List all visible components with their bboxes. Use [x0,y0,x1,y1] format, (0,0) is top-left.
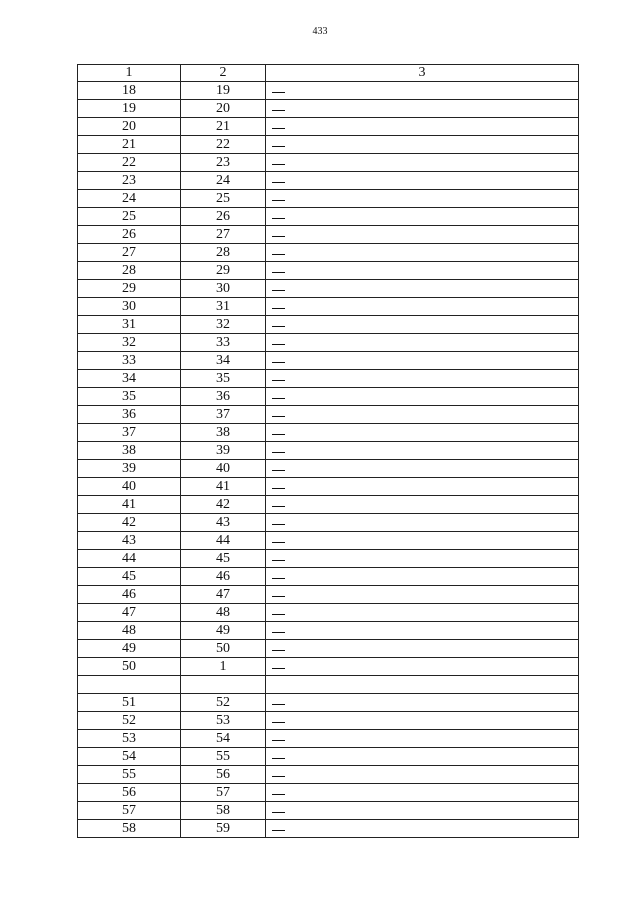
table-cell-col-3 [266,604,579,622]
table-cell-col-1: 34 [78,370,181,388]
table-cell-col-2: 59 [181,820,266,838]
table-row [78,568,579,586]
dash-mark [272,578,285,579]
page-number: 433 [312,26,328,37]
table-row [78,334,579,352]
table-cell-col-3 [266,514,579,532]
table-row [78,118,579,136]
table-cell-col-2: 35 [181,370,266,388]
table-cell-col-2: 53 [181,712,266,730]
table-cell-col-1: 27 [78,244,181,262]
table-row [78,784,579,802]
dash-mark [272,362,285,363]
table-cell-col-2: 32 [181,316,266,334]
table-cell-col-3 [266,712,579,730]
table-row [78,154,579,172]
table-cell-col-1: 29 [78,280,181,298]
dash-mark [272,524,285,525]
dash-mark [272,722,285,723]
table-cell-col-2: 54 [181,730,266,748]
table-cell-col-2: 47 [181,586,266,604]
table-cell-col-2: 30 [181,280,266,298]
table-cell-col-1: 49 [78,640,181,658]
table-cell-col-1: 52 [78,712,181,730]
table-cell-col-2: 41 [181,478,266,496]
table-cell-col-2: 44 [181,532,266,550]
table-row [78,478,579,496]
dash-mark [272,668,285,669]
table-cell-col-2: 38 [181,424,266,442]
table-cell-col-3 [266,154,579,172]
table-cell-col-3 [266,550,579,568]
table-cell-col-1: 24 [78,190,181,208]
table-cell-col-3 [266,766,579,784]
table-cell-col-2: 20 [181,100,266,118]
table-cell-col-1: 47 [78,604,181,622]
table-cell-col-1: 35 [78,388,181,406]
dash-mark [272,200,285,201]
dash-mark [272,110,285,111]
table-cell-col-2: 52 [181,694,266,712]
dash-mark [272,128,285,129]
table-cell-col-3 [266,784,579,802]
table-cell-col-1: 44 [78,550,181,568]
table-cell-col-2: 34 [181,352,266,370]
table-cell-col-2: 37 [181,406,266,424]
dash-mark [272,650,285,651]
dash-mark [272,794,285,795]
table-cell-col-3 [266,532,579,550]
table-cell-col-2: 39 [181,442,266,460]
table-row [78,460,579,478]
table-body [78,82,579,838]
dash-mark [272,614,285,615]
table-cell-col-2: 42 [181,496,266,514]
table-cell-col-3 [266,352,579,370]
table-cell-col-3 [266,496,579,514]
dash-mark [272,758,285,759]
dash-mark [272,470,285,471]
table-cell-col-2: 27 [181,226,266,244]
table-cell-col-2 [181,676,266,694]
table-cell-col-3 [266,694,579,712]
table-cell-col-1: 57 [78,802,181,820]
dash-mark [272,218,285,219]
table-cell-col-3 [266,388,579,406]
table-cell-col-2: 25 [181,190,266,208]
table-row [78,190,579,208]
table-row [78,820,579,838]
table-cell-col-3 [266,226,579,244]
table-cell-col-1: 36 [78,406,181,424]
table-cell-col-1: 50 [78,658,181,676]
dash-mark [272,236,285,237]
table-row [78,208,579,226]
table-row [78,352,579,370]
table-cell-col-1: 42 [78,514,181,532]
table-cell-col-2: 43 [181,514,266,532]
table-cell-col-3 [266,568,579,586]
table-cell-col-1: 19 [78,100,181,118]
table-cell-col-3 [266,334,579,352]
table-cell-col-3 [266,280,579,298]
table-cell-col-1: 22 [78,154,181,172]
table-cell-col-3 [266,802,579,820]
table-cell-col-1: 18 [78,82,181,100]
table-cell-col-3 [266,640,579,658]
dash-mark [272,146,285,147]
table-cell-col-2: 36 [181,388,266,406]
dash-mark [272,380,285,381]
dash-mark [272,542,285,543]
data-table [77,64,579,838]
table-row [78,640,579,658]
table-cell-col-3 [266,730,579,748]
table-cell-col-2: 21 [181,118,266,136]
table-cell-col-3 [266,748,579,766]
table-cell-col-1: 37 [78,424,181,442]
table-cell-col-1: 40 [78,478,181,496]
table-cell-col-3 [266,190,579,208]
table-row [78,370,579,388]
table-cell-col-1: 39 [78,460,181,478]
table-row [78,748,579,766]
table-row [78,766,579,784]
table-cell-col-3 [266,118,579,136]
column-header-1: 1 [78,65,181,82]
table-cell-col-2: 55 [181,748,266,766]
dash-mark [272,452,285,453]
table-cell-col-1: 32 [78,334,181,352]
table-row [78,586,579,604]
dash-mark [272,740,285,741]
table-cell-col-1 [78,676,181,694]
table-row [78,730,579,748]
table-header-row [78,65,579,82]
table-cell-col-2: 19 [181,82,266,100]
table-row [78,496,579,514]
table-cell-col-1: 28 [78,262,181,280]
table-cell-col-3 [266,244,579,262]
table-cell-col-2: 28 [181,244,266,262]
table-cell-col-1: 20 [78,118,181,136]
dash-mark [272,398,285,399]
table-cell-col-2: 50 [181,640,266,658]
dash-mark [272,416,285,417]
column-header-2: 2 [181,65,266,82]
dash-mark [272,326,285,327]
table-cell-col-2: 45 [181,550,266,568]
table-cell-col-2: 49 [181,622,266,640]
table-cell-col-3 [266,622,579,640]
table-row [78,694,579,712]
table-cell-col-2: 58 [181,802,266,820]
dash-mark [272,344,285,345]
table-cell-col-1: 25 [78,208,181,226]
dash-mark [272,812,285,813]
table-row [78,532,579,550]
table-row [78,280,579,298]
table-cell-col-1: 45 [78,568,181,586]
table-cell-col-1: 53 [78,730,181,748]
table-cell-col-2: 1 [181,658,266,676]
table-row [78,172,579,190]
dash-mark [272,272,285,273]
table-cell-col-3 [266,424,579,442]
table-cell-col-1: 55 [78,766,181,784]
table-cell-col-2: 40 [181,460,266,478]
table-row [78,244,579,262]
table-row [78,424,579,442]
table-row [78,82,579,100]
table-cell-col-1: 30 [78,298,181,316]
table-cell-col-3 [266,658,579,676]
table-cell-col-1: 54 [78,748,181,766]
table-row [78,226,579,244]
dash-mark [272,182,285,183]
table-cell-col-3 [266,676,579,694]
table-cell-col-2: 57 [181,784,266,802]
table-cell-col-3 [266,370,579,388]
table-cell-col-1: 58 [78,820,181,838]
table-cell-col-3 [266,172,579,190]
table-cell-col-2: 22 [181,136,266,154]
dash-mark [272,830,285,831]
table-cell-col-3 [266,82,579,100]
dash-mark [272,506,285,507]
table-cell-col-2: 31 [181,298,266,316]
table-cell-col-3 [266,298,579,316]
table-row [78,658,579,676]
table-cell-col-1: 48 [78,622,181,640]
dash-mark [272,254,285,255]
dash-mark [272,632,285,633]
table-row [78,100,579,118]
table-row [78,712,579,730]
table-row [78,802,579,820]
table-cell-col-1: 46 [78,586,181,604]
table-cell-col-3 [266,136,579,154]
table-cell-col-2: 29 [181,262,266,280]
table-cell-col-2: 23 [181,154,266,172]
dash-mark [272,704,285,705]
table-cell-col-1: 43 [78,532,181,550]
table-row [78,676,579,694]
table-cell-col-1: 23 [78,172,181,190]
dash-mark [272,164,285,165]
dash-mark [272,488,285,489]
table-cell-col-1: 21 [78,136,181,154]
dash-mark [272,776,285,777]
table-cell-col-1: 26 [78,226,181,244]
table-cell-col-3 [266,586,579,604]
dash-mark [272,308,285,309]
table-cell-col-3 [266,262,579,280]
table-cell-col-2: 33 [181,334,266,352]
dash-mark [272,290,285,291]
table-row [78,316,579,334]
table-cell-col-1: 41 [78,496,181,514]
table-cell-col-3 [266,406,579,424]
table-cell-col-1: 33 [78,352,181,370]
table-row [78,262,579,280]
table-row [78,298,579,316]
table-cell-col-3 [266,460,579,478]
table-row [78,514,579,532]
table-cell-col-1: 31 [78,316,181,334]
table-row [78,388,579,406]
table-cell-col-1: 38 [78,442,181,460]
table-cell-col-3 [266,442,579,460]
table-cell-col-3 [266,316,579,334]
table-cell-col-2: 48 [181,604,266,622]
dash-mark [272,596,285,597]
table-cell-col-2: 56 [181,766,266,784]
dash-mark [272,92,285,93]
table-row [78,604,579,622]
column-header-3: 3 [266,65,579,82]
table-row [78,406,579,424]
dash-mark [272,434,285,435]
table-cell-col-2: 24 [181,172,266,190]
table-cell-col-2: 46 [181,568,266,586]
dash-mark [272,560,285,561]
table-row [78,136,579,154]
table-cell-col-2: 26 [181,208,266,226]
table-row [78,622,579,640]
table-cell-col-1: 51 [78,694,181,712]
table-cell-col-3 [266,820,579,838]
table-row [78,550,579,568]
table-cell-col-1: 56 [78,784,181,802]
table-cell-col-3 [266,208,579,226]
table-row [78,442,579,460]
table-cell-col-3 [266,100,579,118]
table-cell-col-3 [266,478,579,496]
